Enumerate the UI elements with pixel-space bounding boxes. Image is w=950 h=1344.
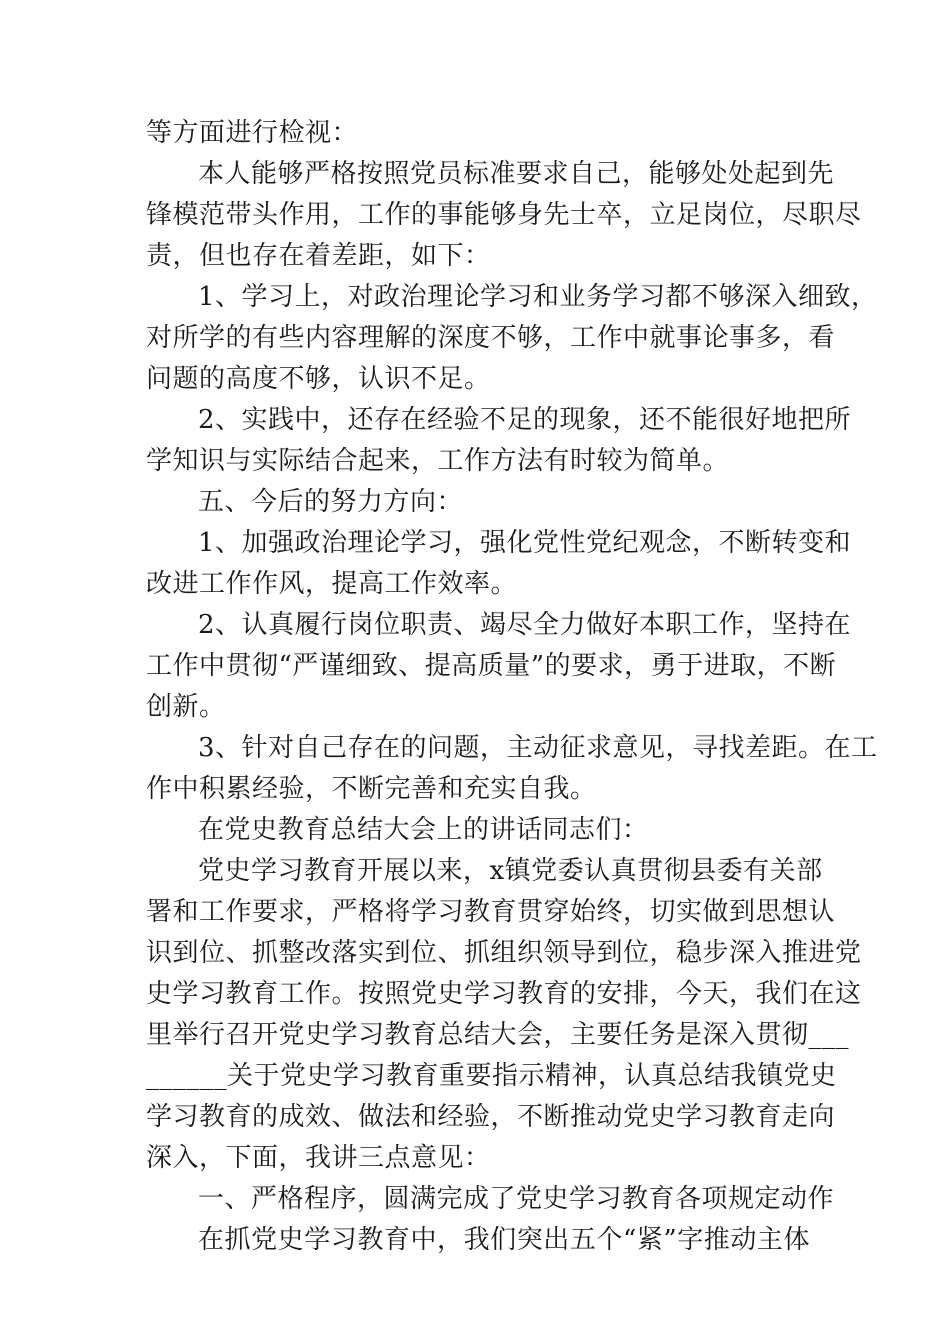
text-line: 2、实践中，还存在经验不足的现象，还不能很好地把所 xyxy=(198,405,852,435)
text-line: 学知识与实际结合起来，工作方法有时较为简单。 xyxy=(146,446,730,476)
text-line: 在抓党史学习教育中，我们突出五个“紧”字推动主体 xyxy=(198,1225,810,1255)
document-body xyxy=(146,113,878,1261)
text-line: 本人能够严格按照党员标准要求自己，能够处处起到先 xyxy=(198,159,835,189)
text-line: 署和工作要求，严格将学习教育贯穿始终，切实做到思想认 xyxy=(146,897,836,927)
text-line: ______关于党史学习教育重要指示精神，认真总结我镇党史 xyxy=(146,1061,837,1091)
text-line: 学习教育的成效、做法和经验，不断推动党史学习教育走向 xyxy=(146,1102,836,1132)
text-line: 创新。 xyxy=(146,692,226,722)
text-line: 一、严格程序，圆满完成了党史学习教育各项规定动作 xyxy=(198,1184,835,1214)
text-line: 问题的高度不够，认识不足。 xyxy=(146,364,491,394)
text-line: 责，但也存在着差距，如下： xyxy=(146,241,491,271)
text-line: 深入，下面，我讲三点意见： xyxy=(146,1143,491,1173)
text-line: 改进工作作风，提高工作效率。 xyxy=(146,569,518,599)
text-line: 等方面进行检视： xyxy=(146,118,359,148)
text-line: 锋模范带头作用，工作的事能够身先士卒，立足岗位，尽职尽 xyxy=(146,200,862,230)
text-line: 史学习教育工作。按照党史学习教育的安排，今天，我们在这 xyxy=(146,979,862,1009)
text-line: 在党史教育总结大会上的讲话同志们： xyxy=(198,815,649,845)
text-line: 2、认真履行岗位职责、竭尽全力做好本职工作，坚持在 xyxy=(198,610,852,640)
text-line: 1、加强政治理论学习，强化党性党纪观念，不断转变和 xyxy=(198,528,852,558)
text-line: 作中积累经验，不断完善和充实自我。 xyxy=(146,774,597,804)
text-line: 识到位、抓整改落实到位、抓组织领导到位，稳步深入推进党 xyxy=(146,938,862,968)
text-line: 3、针对自己存在的问题，主动征求意见，寻找差距。在工 xyxy=(198,733,878,763)
text-line: 对所学的有些内容理解的深度不够，工作中就事论事多，看 xyxy=(146,323,836,353)
text-line: 工作中贯彻“严谨细致、提高质量”的要求，勇于进取，不断 xyxy=(146,651,837,681)
text-line: 五、今后的努力方向： xyxy=(198,487,464,517)
text-line: 1、学习上，对政治理论学习和业务学习都不够深入细致， xyxy=(198,282,878,312)
text-line: 里举行召开党史学习教育总结大会，主要任务是深入贯彻___ xyxy=(146,1020,850,1050)
text-line: 党史学习教育开展以来，x镇党委认真贯彻县委有关部 xyxy=(198,856,823,886)
